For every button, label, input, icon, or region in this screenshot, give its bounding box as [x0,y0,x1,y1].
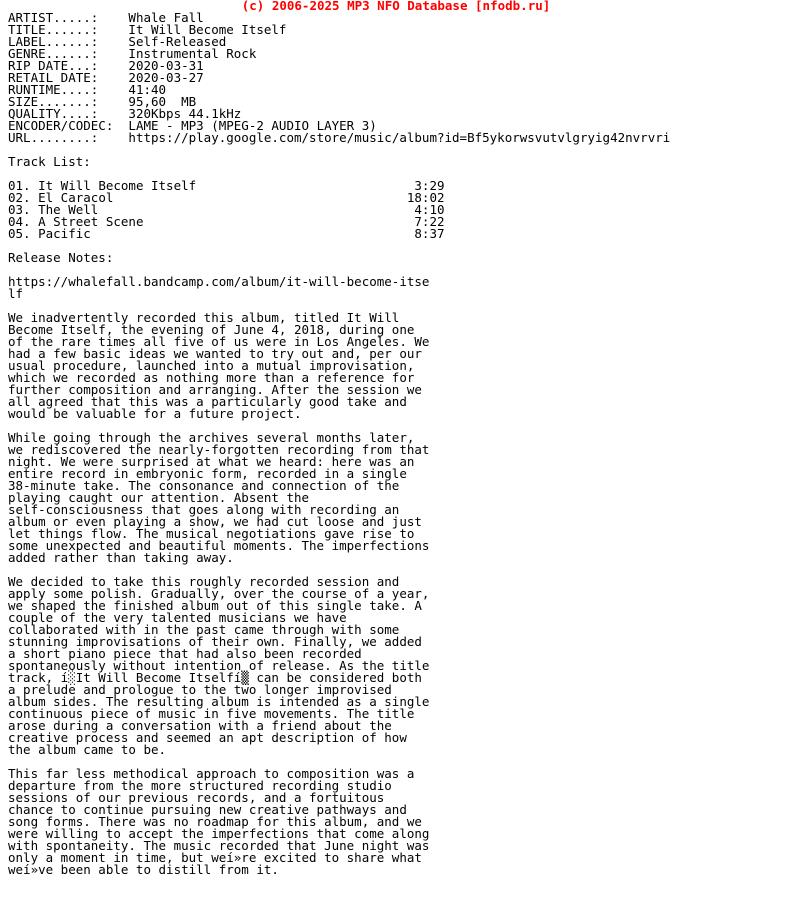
info-value: LAME - MP3 (MPEG-2 AUDIO LAYER 3) [128,118,377,133]
info-key: RETAIL DATE: [8,70,99,85]
track-pad [91,226,415,241]
notes-paragraph-line: weí»ve been able to distill from it. [8,862,279,877]
info-key: GENRE......: [8,46,99,61]
track-title: A Street Scene [38,214,144,229]
notes-paragraph-line: self-consciousness that goes along with recording an [8,502,400,517]
track-number: 04. [8,214,31,229]
nfo-text [8,12,670,876]
notes-paragraph-line: had a few basic ideas we wanted to try out and, per our [8,346,422,361]
notes-paragraph-line: a short piano piece that had also been recorded [8,646,362,661]
notes-paragraph-line: of the rare times all five of us were in Los Angeles. We [8,334,430,349]
track-title: El Caracol [38,190,114,205]
notes-paragraph-line: we rediscovered the nearly-forgotten recording from that [8,442,430,457]
notes-paragraph-line: a prelude and prologue to the two longer improvised [8,682,392,697]
info-value: 2020-03-31 [128,58,204,73]
notes-paragraph-line: album sides. The resulting album is intended as a single [8,694,430,709]
info-key: RIP DATE...: [8,58,99,73]
notes-paragraph-line: stunning improvisations of their own. Finally, we added [8,634,422,649]
notes-paragraph-line: arose during a conversation with a friend about the [8,718,392,733]
info-key: RUNTIME....: [8,82,99,97]
notes-paragraph-line: further composition and arranging. After the session we [8,382,422,397]
release-notes-url-line: https://whalefall.bandcamp.com/album/it-will-become-itse [8,274,430,289]
track-number: 05. [8,226,31,241]
track-title: Pacific [38,226,91,241]
notes-paragraph-line: we shaped the finished album out of this single take. A [8,598,422,613]
track-number: 03. [8,202,31,217]
notes-paragraph-line: collaborated with in the past came through with some [8,622,400,637]
info-key: LABEL......: [8,34,99,49]
info-key: SIZE.......: [8,94,99,109]
track-time: 3:29 [414,178,445,193]
release-notes-url-line: lf [8,286,24,301]
track-time: 18:02 [406,190,445,205]
track-title: The Well [38,202,99,217]
info-value: https://play.google.com/store/music/album?id=Bf5ykorwsvutvlgryig42nvrvri [128,130,671,145]
notes-paragraph-line: chance to continue pursuing new creative pathways and [8,802,407,817]
info-value: 320Kbps 44.1kHz [128,106,242,121]
info-value: Whale Fall [128,10,204,25]
notes-paragraph-line: would be valuable for a future project. [8,406,302,421]
notes-paragraph-line: creative process and seemed an apt description of how [8,730,407,745]
info-value: 2020-03-27 [128,70,204,85]
notes-paragraph-line: the album came to be. [8,742,167,757]
release-notes-heading: Release Notes: [8,250,114,265]
track-time: 8:37 [414,226,445,241]
track-time: 4:10 [414,202,445,217]
info-key: ARTIST.....: [8,10,99,25]
notes-paragraph-line: We decided to take this roughly recorded session and [8,574,400,589]
notes-paragraph-line: song forms. There was no roadmap for this album, and we [8,814,422,829]
notes-paragraph-line: We inadvertently recorded this album, titled It Will [8,310,400,325]
info-key: QUALITY....: [8,106,99,121]
info-value: Instrumental Rock [128,46,257,61]
info-pad [98,130,128,145]
notes-paragraph-line: album or even playing a show, we had cut loose and just [8,514,422,529]
track-number: 02. [8,190,31,205]
notes-paragraph-line: This far less methodical approach to composition was a [8,766,415,781]
info-key: TITLE......: [8,22,99,37]
track-time: 7:22 [414,214,445,229]
notes-paragraph-line: apply some polish. Gradually, over the course of a year, [8,586,430,601]
notes-paragraph-line: sessions of our previous records, and a fortuitous [8,790,385,805]
notes-paragraph-line: playing caught our attention. Absent the [8,490,310,505]
notes-paragraph-line: all agreed that this was a particularly good take and [8,394,407,409]
notes-paragraph-line: let things flow. The musical negotiations gave rise to [8,526,415,541]
notes-paragraph-line: added rather than taking away. [8,550,234,565]
notes-paragraph-line: departure from the more structured recording studio [8,778,392,793]
notes-paragraph-line: couple of the very talented musicians we have [8,610,347,625]
info-row [8,132,670,144]
notes-paragraph-line: only a moment in time, but weí»re excited to share what [8,850,422,865]
notes-paragraph-line: with spontaneity. The music recorded that June night was [8,838,430,853]
info-key: ENCODER/CODEC: [8,118,114,133]
notes-paragraph-line: were willing to accept the imperfections that come along [8,826,430,841]
blank-line [8,144,670,156]
notes-paragraph-line: spontaneously without intention of release. As the title [8,658,430,673]
notes-paragraph-line: some unexpected and beautiful moments. The imperfections [8,538,430,553]
info-key: URL........: [8,130,99,145]
notes-paragraph-line: While going through the archives several months later, [8,430,415,445]
track-number: 01. [8,178,31,193]
info-value: 41:40 [128,82,167,97]
notes-paragraph-line: track, í░It Will Become Itselfí▒ can be considered both [8,670,422,685]
notes-paragraph-line: Become Itself, the evening of June 4, 2018, during one [8,322,415,337]
track-space [31,226,39,241]
info-value: 95,60 MB [128,94,197,109]
site-header: (c) 2006-2025 MP3 NFO Database [nfodb.ru] [241,0,551,13]
info-value: Self-Released [128,34,227,49]
track-title: It Will Become Itself [38,178,197,193]
notes-paragraph-line: night. We were surprised at what we heard: here was an [8,454,415,469]
notes-paragraph-line: entire record in embryonic form, recorded in a single [8,466,407,481]
tracklist-heading: Track List: [8,154,91,169]
track-row [8,228,670,240]
notes-paragraph-line: continuous piece of music in five movements. The title [8,706,415,721]
notes-paragraph-line: which we recorded as nothing more than a reference for [8,370,415,385]
notes-paragraph-line: 38-minute take. The consonance and connection of the [8,478,400,493]
notes-paragraph-line: usual procedure, launched into a mutual improvisation, [8,358,415,373]
info-value: It Will Become Itself [128,22,287,37]
